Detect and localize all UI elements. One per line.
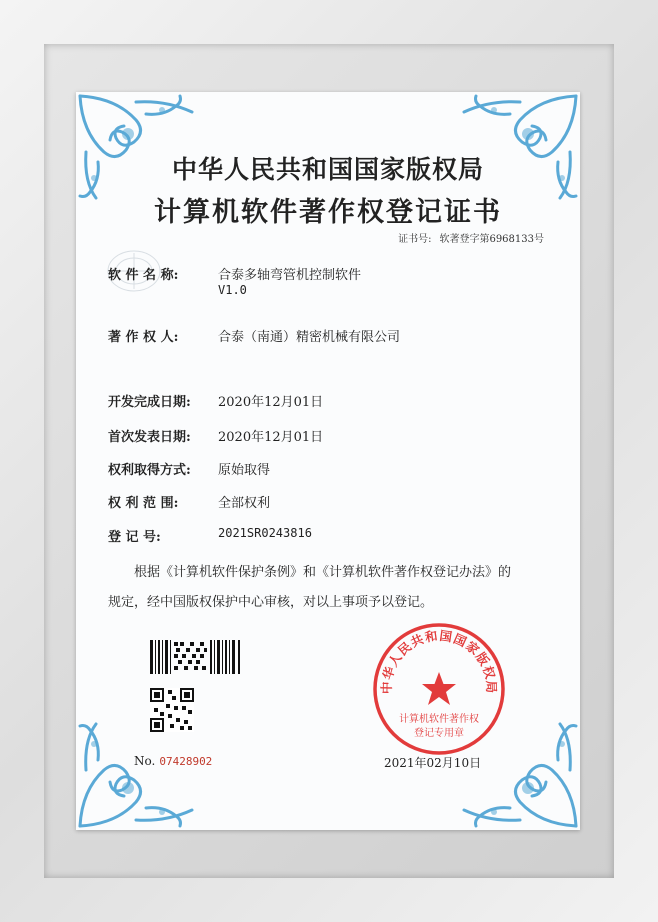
paragraph-line-2: 规定，经中国版权保护中心审核，对以上事项予以登记。 bbox=[108, 595, 434, 610]
acquire-row bbox=[108, 459, 270, 478]
seal-inner-line-1: 计算机软件著作权 bbox=[399, 714, 479, 725]
scope-value: 全部权利 bbox=[218, 496, 271, 511]
certificate-title: 计算机软件著作权登记证书 bbox=[154, 197, 502, 228]
scope-label: 权 利 范 围: bbox=[108, 496, 179, 511]
official-seal-icon bbox=[370, 620, 508, 758]
certificate-number-value: 软著登字第6968133号 bbox=[439, 234, 544, 245]
pub-date-label: 首次发表日期: bbox=[108, 430, 191, 445]
issuer-title: 中华人民共和国国家版权局 bbox=[171, 155, 484, 184]
certification-paragraph bbox=[108, 558, 548, 618]
reg-no-value: 2021SR0243816 bbox=[218, 526, 312, 540]
seal-inner-line-2: 登记专用章 bbox=[414, 728, 464, 739]
software-name-row bbox=[108, 264, 361, 297]
serial-number-value: 07428902 bbox=[159, 755, 213, 768]
software-name-label: 软 件 名 称: bbox=[108, 268, 179, 283]
acquire-value: 原始取得 bbox=[218, 463, 271, 478]
serial-number-label: No. bbox=[134, 754, 156, 768]
certificate-number-label: 证书号: bbox=[398, 234, 432, 245]
dev-date-label: 开发完成日期: bbox=[108, 395, 191, 410]
issue-date: 2021年02月10日 bbox=[384, 756, 482, 770]
certificate-number bbox=[398, 230, 544, 245]
scope-row bbox=[108, 492, 270, 511]
owner-label: 著 作 权 人: bbox=[108, 330, 179, 345]
paragraph-line-1: 根据《计算机软件保护条例》和《计算机软件著作权登记办法》的 bbox=[134, 565, 512, 580]
pub-date-row bbox=[108, 426, 323, 445]
barcode-icon bbox=[150, 640, 242, 674]
software-version: V1.0 bbox=[218, 283, 247, 297]
seal-ring-text: 中华人民共和国国家版权局 bbox=[378, 627, 500, 695]
qr-code-icon bbox=[150, 688, 194, 732]
pub-date-value: 2020年12月01日 bbox=[218, 430, 324, 445]
reg-no-row bbox=[108, 526, 312, 545]
dev-date-row bbox=[108, 391, 323, 410]
dev-date-value: 2020年12月01日 bbox=[218, 395, 324, 410]
owner-row bbox=[108, 326, 400, 345]
serial-number bbox=[134, 754, 212, 768]
acquire-label: 权利取得方式: bbox=[108, 463, 191, 478]
owner-value: 合泰（南通）精密机械有限公司 bbox=[218, 330, 401, 345]
reg-no-label: 登 记 号: bbox=[108, 530, 161, 545]
software-name-value bbox=[218, 264, 361, 297]
software-name: 合泰多轴弯管机控制软件 bbox=[218, 268, 362, 283]
certificate-paper bbox=[76, 92, 580, 830]
corner-ornament-icon bbox=[76, 720, 196, 830]
